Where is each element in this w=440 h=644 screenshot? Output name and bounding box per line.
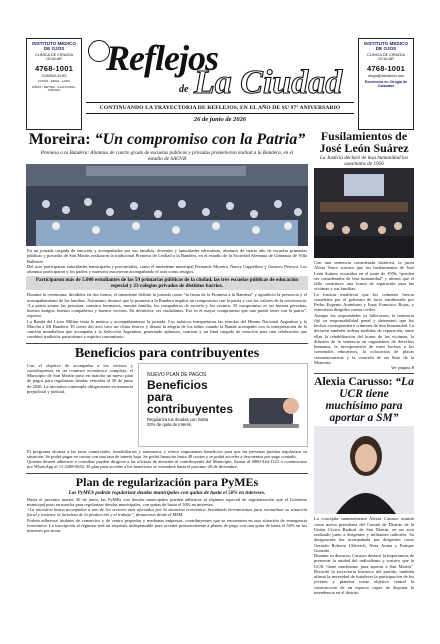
beneficios-headline: Beneficios para contribuyentes: [74, 345, 260, 361]
carusso-body-1: La concejala sanmartinense Alexia Carusso asumió como nueva presidenta del Comité de Distrito de la Unión Cívica Radical de San Martín, en un acto realizado junto a dirigentes y militantes radicales. Su designación fue acompañada por dirigentes como Gerardo Roberto Uldovich, Nora Arana y Enrique Gonzalo.: [314, 516, 414, 553]
moreira-subhead: Promesa a la Bandera: Alumnos de cuarto grado de escuelas públicas y privadas prometieron lealtad a la Bandera, en el estadio de SAGVB: [40, 150, 294, 162]
newspaper-page: [26, 38, 414, 628]
moreira-photo: [26, 164, 308, 246]
ad-left-extra: GUARDIA 24 HS: [41, 74, 67, 78]
fusilamientos-photo: [314, 168, 414, 258]
moreira-body-2: Del acto participaron autoridades municipales y provinciales, como el intendente municipal Fernando Moreira, Nancy Cappelloni y Gustavo Pereyra. Los alumnos participaron y los padres y maestros estuvieron acompañando el acto como testigos.: [27, 263, 307, 274]
carusso-headline-quote: “La UCR tiene muchísimo para aportar a SM”: [325, 376, 414, 425]
ad-left-name: INSTITUTO MEDICO DE OJOS: [32, 41, 76, 52]
fusilamientos-body-2: La Justicia estableció que los crímenes fueron cometidos por el gobierno de facto encabezado por Pedro Eugenio Aramburu y Isaac Francisco Rojas, y estuvieron dirigidos contra civiles.: [314, 291, 414, 313]
carusso-body-2: Durante su discurso, Carusso destacó la importancia de preservar la unidad del radicalismo y sostuvo que la UCR “tiene muchísimo para aportar a San Martín”. Recordó la trayectoria histórica del partido, también afirmó la necesidad de fortalecer la participación de los jóvenes y plantear como objetivo central la construcción de un espacio capaz de disputar la intendencia en el distrito.: [314, 553, 414, 595]
fusilamientos-body-1: Con una sentencia considerada histórica, la jueza Alicia Vence sostuvo que los fusilamientos de José León Suárez, ocurridos en el junio de 1956, “pueden ser considerados de lesa humanidad” y afirmó que el fallo constituye una forma de reparación para las víctimas y sus familias.: [314, 260, 414, 292]
carusso-headline: [314, 376, 414, 424]
ad-right-phone: 4768-1001: [366, 64, 406, 73]
ad-left-services: CASOS - ERNA - LASIK: [37, 79, 71, 83]
pymes-body-1: Hasta el próximo martes 30 de junio, las PyMEs con deudas municipales pueden adherirse al régimen especial de regularización que el Gobierno municipal puso en marcha para regularizar deudas municipales, con quitas de hasta el 50% en intereses.: [27, 496, 307, 507]
beneficios-body-4: Quienes deseen adherirse o consultar pueden dirigirse a las oficinas de atención al contribuyente del Municipio, llamar al 0800-444-1123 o comunicarse por WhatsApp al 11-2288-0652. El plan para acceder a los beneficios se extenderá hasta el próximo 20 de diciembre.: [27, 459, 307, 470]
beneficios-promo-box: [138, 363, 308, 447]
fusilamientos-subhead: La Justicia declaró de lesa humanidad los asesinatos de 1956: [320, 155, 408, 167]
fusilamientos-body-3: Aunque los responsables ya fallecieron, la sentencia fijó su responsabilidad penal y determinó que los hechos corresponden a crímenes de lesa humanidad. La decisión también ordena medidas de reparación, entre ellas la rehabilitación del honor de las víctimas, la difusión de la sentencia en organismos de derechos humanos, la incorporación de estos hechos a los contenidos educativos, la colocación de placas conmemorativas y la creación de un Sitio de la Memoria.: [314, 312, 414, 365]
pymes-body-3: Podrán adherirse titulares de comercios y de centro pequeñas y medianas empresas, contribuyentes que se encuentren en una situación de emergencia económica. La inscripción al régimen será un requisito indispensable para acceder posteriormente a planes de pago con una quita de hasta el 50% en los intereses por mora.: [27, 517, 307, 533]
ad-left-sub: CLINICA DE CIRUGIA OCULAR: [35, 52, 73, 62]
beneficios-row: [26, 363, 308, 449]
moreira-body-1: En un jornada cargada de emoción y acompañados por sus familias, docentes y autoridades educativas, alumnos de cuarto año de escuelas primarias públicas y privadas de San Martín realizaron la tradicional Promesa de Lealtad a la Bandera, en el estadio de la Sociedad Alemana de Gimnasia de Villa Ballester.: [27, 248, 307, 264]
beneficios-body-1: Con el objetivo de acompañar a los vecinos y contribuyentes en un contexto económico complejo, el Municipio de San Martín puso en marcha un nuevo plan de pagos para regularizar deudas vencidas al 30 de junio de 2026. La iniciativa contempla obligaciones en instancia prejudicial y judicial.: [27, 362, 133, 394]
pymes-subhead: Las PyMES podrán regularizar deudas municipales con quitas de hasta el 50% en intereses.: [68, 489, 266, 496]
fusilamientos-more: Ver página 8: [391, 365, 414, 370]
logo-top: Reflejos: [106, 38, 218, 78]
crowd-photo-image: [26, 164, 308, 246]
ad-left-phone: 4768-1001: [34, 64, 74, 73]
moreira-headline-pre: Moreira:: [28, 131, 95, 148]
pymes-headline: Plan de regularización para PyMEs: [75, 474, 259, 489]
carusso-headline-pre: Alexia Carusso:: [314, 376, 396, 389]
ad-right-tag: Excelencia en Cirugía de Cataratas: [364, 80, 408, 89]
moreira-highlight-box: Participaron más de 5.000 estudiantes de las 59 primarias públicas de la ciudad, las tres escuelas públicas de educación especial y 23 colegios privados de distintos barrios.: [26, 276, 308, 290]
portrait-photo-image: [314, 426, 414, 514]
promo-text: Regularizá tus deudas con hasta 20% de quita de interés.: [147, 416, 208, 427]
beneficios-body-3: El programa alcanza a las tasas comerciales, inmobiliarias y automotor, y ofrece importantes beneficios para que las personas puedan regularizar su situación. Se podrá pagar en cuotas con una tasa de interés baja. Se podrá financiar hasta 48 cuotas y se podrá acceder a descuentos por pago contado.: [27, 448, 307, 459]
ad-left-other: NIÑOS - RETINA - GLAUCOMA - CIRUGIA: [31, 84, 77, 93]
laptop-photo-image: [241, 394, 301, 436]
promo-title: Beneficios para contribuyentes: [147, 377, 234, 416]
logo-bottom: La Ciudad: [194, 64, 343, 101]
carusso-section: [314, 373, 414, 595]
promo-kicker: NUEVO PLAN DE PAGOS: [147, 371, 207, 378]
moreira-headline-quote: “Un compromiso con la Patria”: [94, 131, 306, 148]
courtroom-photo-image: [314, 168, 414, 258]
beneficios-section: [26, 343, 308, 470]
tagline: CONTINUANDO LA TRAYECTORIA DE REFLEJOS, EN EL AÑO DE SU 97º ANIVERSARIO: [86, 102, 354, 114]
left-column: [26, 128, 308, 533]
fusilamientos-headline: Fusilamientos de José León Suárez: [319, 129, 409, 155]
moreira-headline: [26, 132, 308, 148]
ad-left: [26, 38, 82, 130]
pymes-section: [26, 473, 308, 534]
moreira-body-3: Durante la ceremonia, divididos en dos turnos, el intendente definió la jornada como “la fiesta de la Promesa a la Bandera” y agradeció la presencia y el acompañamiento de las familias. Asimismo, destacó que la promesa a la Bandera implica un compromiso con la patria y con los valores de la convivencia. “La patria somos las personas: nuestros hermanos, nuestra familia, los compañeros de escuela y los vecinos. El compromiso es ser buenas personas, buenos amigos, buenos compañeros y buenos vecinos. En definitiva, ser ciudadanos. Ese es el mayor compromiso que uno puede tener con la patria”, expresó.: [27, 292, 307, 319]
ad-right-sub: CLINICA DE CIRUGIA OCULAR: [367, 52, 405, 62]
carusso-photo: [314, 426, 414, 514]
moreira-body-4: La Banda del Liceo Militar tenía la música y acompañamiento la jornada. Los músicos interpretaron las estrofas del Himno Nacional Argentino y la Marcha a Mi Bandera. El cierre del acto tuvo un clima festivo y desató la alegría de los niños cuando la Banda acompañó con la interpretación de la canción mundialista que acompaña a la Selección Argentina, generando aplausos, sonrisas y un final cargado de emoción para una celebración que combinó tradición, patriotismo y espíritu comunitario.: [27, 318, 307, 340]
ad-right-web: cirugia@institutomo.com: [367, 74, 405, 78]
ad-right-name: INSTITUTO MEDICO DE OJOS: [364, 41, 408, 52]
issue-date: 26 de junio de 2026: [193, 116, 247, 123]
logo-de: de: [179, 84, 189, 95]
masthead: [86, 38, 354, 130]
ad-right: [358, 38, 414, 130]
right-column: [314, 128, 414, 595]
pymes-body-2: “La iniciativa busca acompañar a uno de los sectores más afectados por la situación económica, brindando herramientas para normalizar su situación fiscal y sostener la fortaleza de la producción y el trabajo”, destacaron desde el MSM.: [27, 507, 307, 518]
